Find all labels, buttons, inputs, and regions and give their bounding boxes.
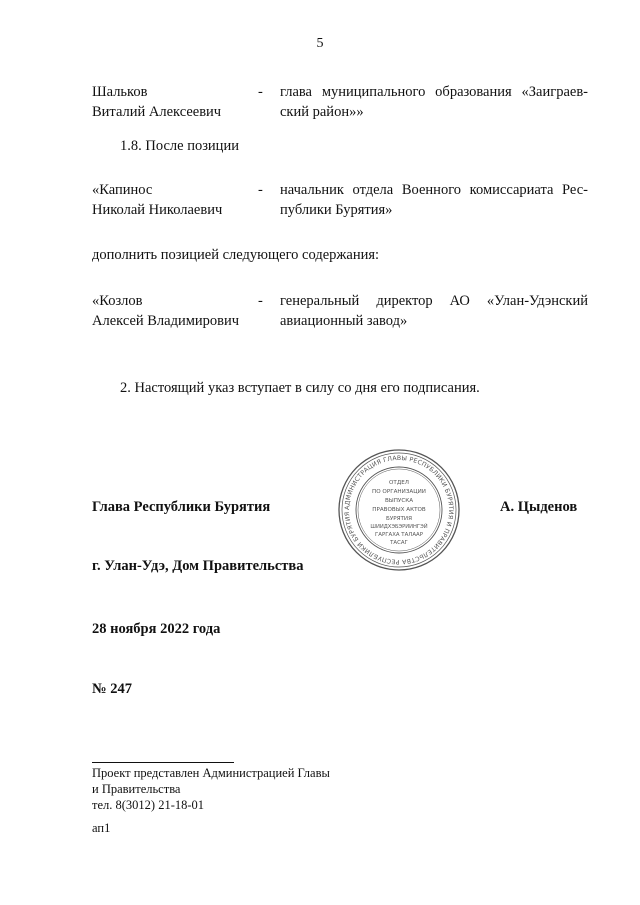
seal-center-line: ВЫПУСКА: [384, 498, 414, 504]
footnote-line-1: Проект представлен Администрацией Главы: [92, 766, 330, 780]
entry-description: начальник отдела Военного комиссариата Рес- публики Бурятия»: [280, 182, 588, 218]
signing-date: 28 ноября 2022 года: [92, 621, 221, 637]
item-2: 2. Настоящий указ вступает в силу со дня его подписания.: [120, 380, 480, 396]
decree-number: № 247: [92, 681, 132, 697]
seal-center-line: ТАСАГ: [390, 540, 408, 546]
seal-center-line: ПО ОРГАНИЗАЦИИ: [372, 489, 426, 495]
seal-center-line: ОТДЕЛ: [389, 480, 409, 486]
seal-center-line: ГАРГАХА ТАЛААР: [375, 532, 423, 538]
seal-center-line: ШИИДХЭБЭРИИНГЭЙ: [370, 524, 428, 530]
entry-dash: -: [258, 84, 263, 100]
seal-center-line: ПРАВОВЫХ АКТОВ: [372, 507, 426, 513]
footnote-phone: тел. 8(3012) 21-18-01: [92, 798, 205, 812]
seal-center-line: БУРЯТИЯ: [386, 516, 412, 522]
item-1-8: 1.8. После позиции: [120, 138, 239, 154]
entry-description: глава муниципального образования «Заиграев- ский район»»: [280, 84, 588, 120]
footnote-line-2: и Правительства: [92, 782, 181, 796]
seal-ring-text: АДМИНИСТРАЦИЯ ГЛАВЫ РЕСПУБЛИКИ БУРЯТИЯ И ПРАВИТЕЛЬСТВА РЕСПУБЛИКИ БУРЯТИЯ: [343, 454, 455, 566]
supplement-text: дополнить позицией следующего содержания:: [92, 247, 380, 263]
entry-name: «Капинос Николай Николаевич: [92, 182, 223, 218]
entry-name: «Козлов Алексей Владимирович: [92, 293, 240, 329]
footnote-divider: [92, 762, 234, 763]
official-seal: [337, 448, 461, 572]
signing-place: г. Улан-Удэ, Дом Правительства: [92, 558, 304, 574]
document-code: ап1: [92, 821, 111, 835]
entry-dash: -: [258, 182, 263, 198]
page-number: 5: [316, 36, 324, 51]
entry-description: генеральный директор АО «Улан-Удэнский авиационный завод»: [280, 293, 588, 329]
signature-signer: А. Цыденов: [500, 499, 578, 515]
entry-name: Шальков Виталий Алексеевич: [92, 84, 222, 120]
signature-position: Глава Республики Бурятия: [92, 499, 271, 515]
entry-dash: -: [258, 293, 263, 309]
